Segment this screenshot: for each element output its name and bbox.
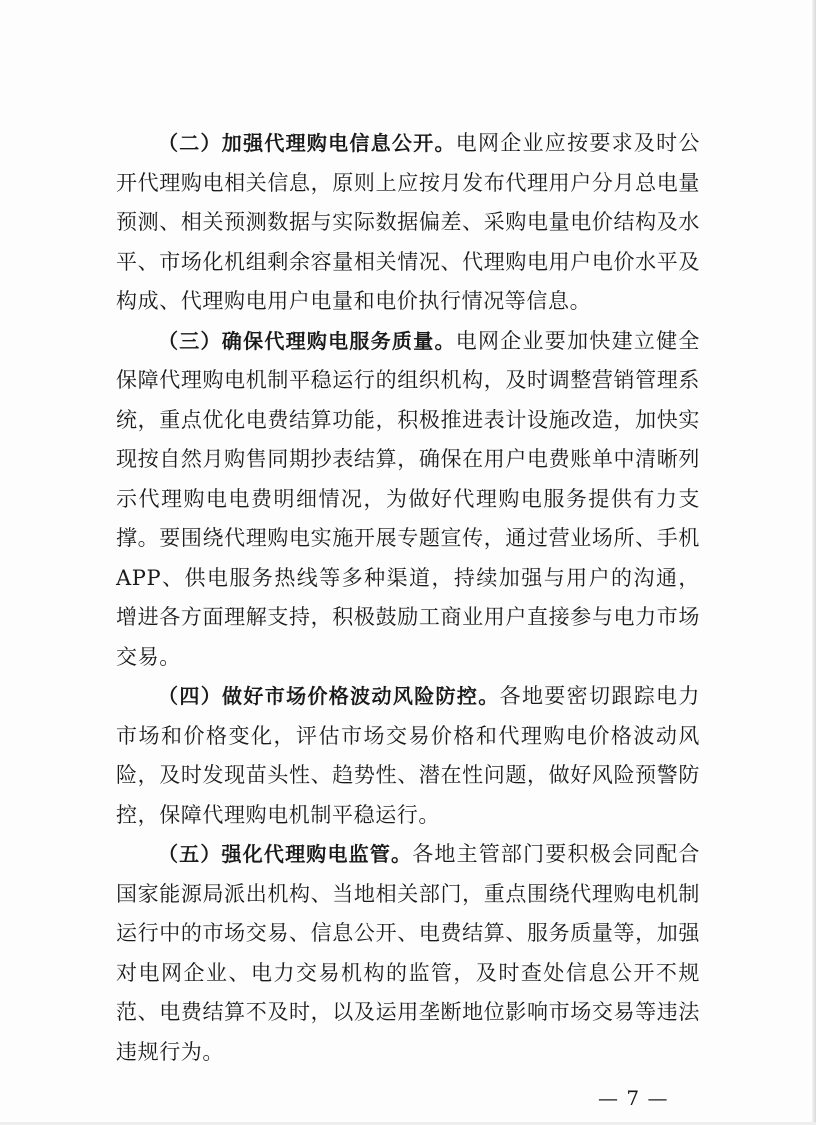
paragraph-heading: （五）强化代理购电监管。 — [158, 842, 413, 866]
paragraph-text: 各地要密切跟踪电力市场和价格变化，评估市场交易价格和代理购电价格波动风险，及时发现苗头性、趋势性、潜在性问题，做好风险预警防控，保障代理购电机制平稳运行。 — [116, 684, 700, 827]
paragraph-heading: （二）加强代理购电信息公开。 — [158, 131, 456, 155]
paragraph-text: 电网企业要加快建立健全保障代理购电机制平稳运行的组织机构，及时调整营销管理系统，重点优化电费结算功能，积极推进表计设施改造，加快实现按自然月购售同期抄表结算，确保在用户电费账单中清晰列示代理购电电费明细情况，为做好代理购电服务提供有力支撑。要围绕代理购电实施开展专题宣传，通过营业场所、手机APP、供电服务热线等多种渠道，持续加强与用户的沟通，增进各方面理解支持，积极鼓励工商业用户直接参与电力市场交易。 — [116, 328, 700, 669]
paragraph-text: 各地主管部门要积极会同配合国家能源局派出机构、当地相关部门，重点围绕代理购电机制运行中的市场交易、信息公开、电费结算、服务质量等，加强对电网企业、电力交易机构的监管，及时查处信息公开不规范、电费结算不及时，以及运用垄断地位影响市场交易等违法违规行为。 — [116, 842, 700, 1064]
paragraph-info-disclosure — [116, 124, 700, 322]
scan-edge-shadow — [812, 0, 816, 1125]
paragraph-heading: （三）确保代理购电服务质量。 — [158, 328, 456, 353]
document-body — [116, 124, 700, 1072]
page-number: — 7 — — [598, 1086, 669, 1110]
paragraph-text: 电网企业应按要求及时公开代理购电相关信息，原则上应按月发布代理用户分月总电量预测、相关预测数据与实际数据偏差、采购电量电价结构及水平、市场化机组剩余容量相关情况、代理购电用户电价水平及构成、代理购电用户电量和电价执行情况等信息。 — [116, 131, 700, 313]
paragraph-risk-control — [116, 677, 700, 835]
paragraph-heading: （四）做好市场价格波动风险防控。 — [158, 684, 500, 708]
paragraph-supervision — [116, 835, 700, 1072]
paragraph-service-quality — [116, 322, 700, 678]
